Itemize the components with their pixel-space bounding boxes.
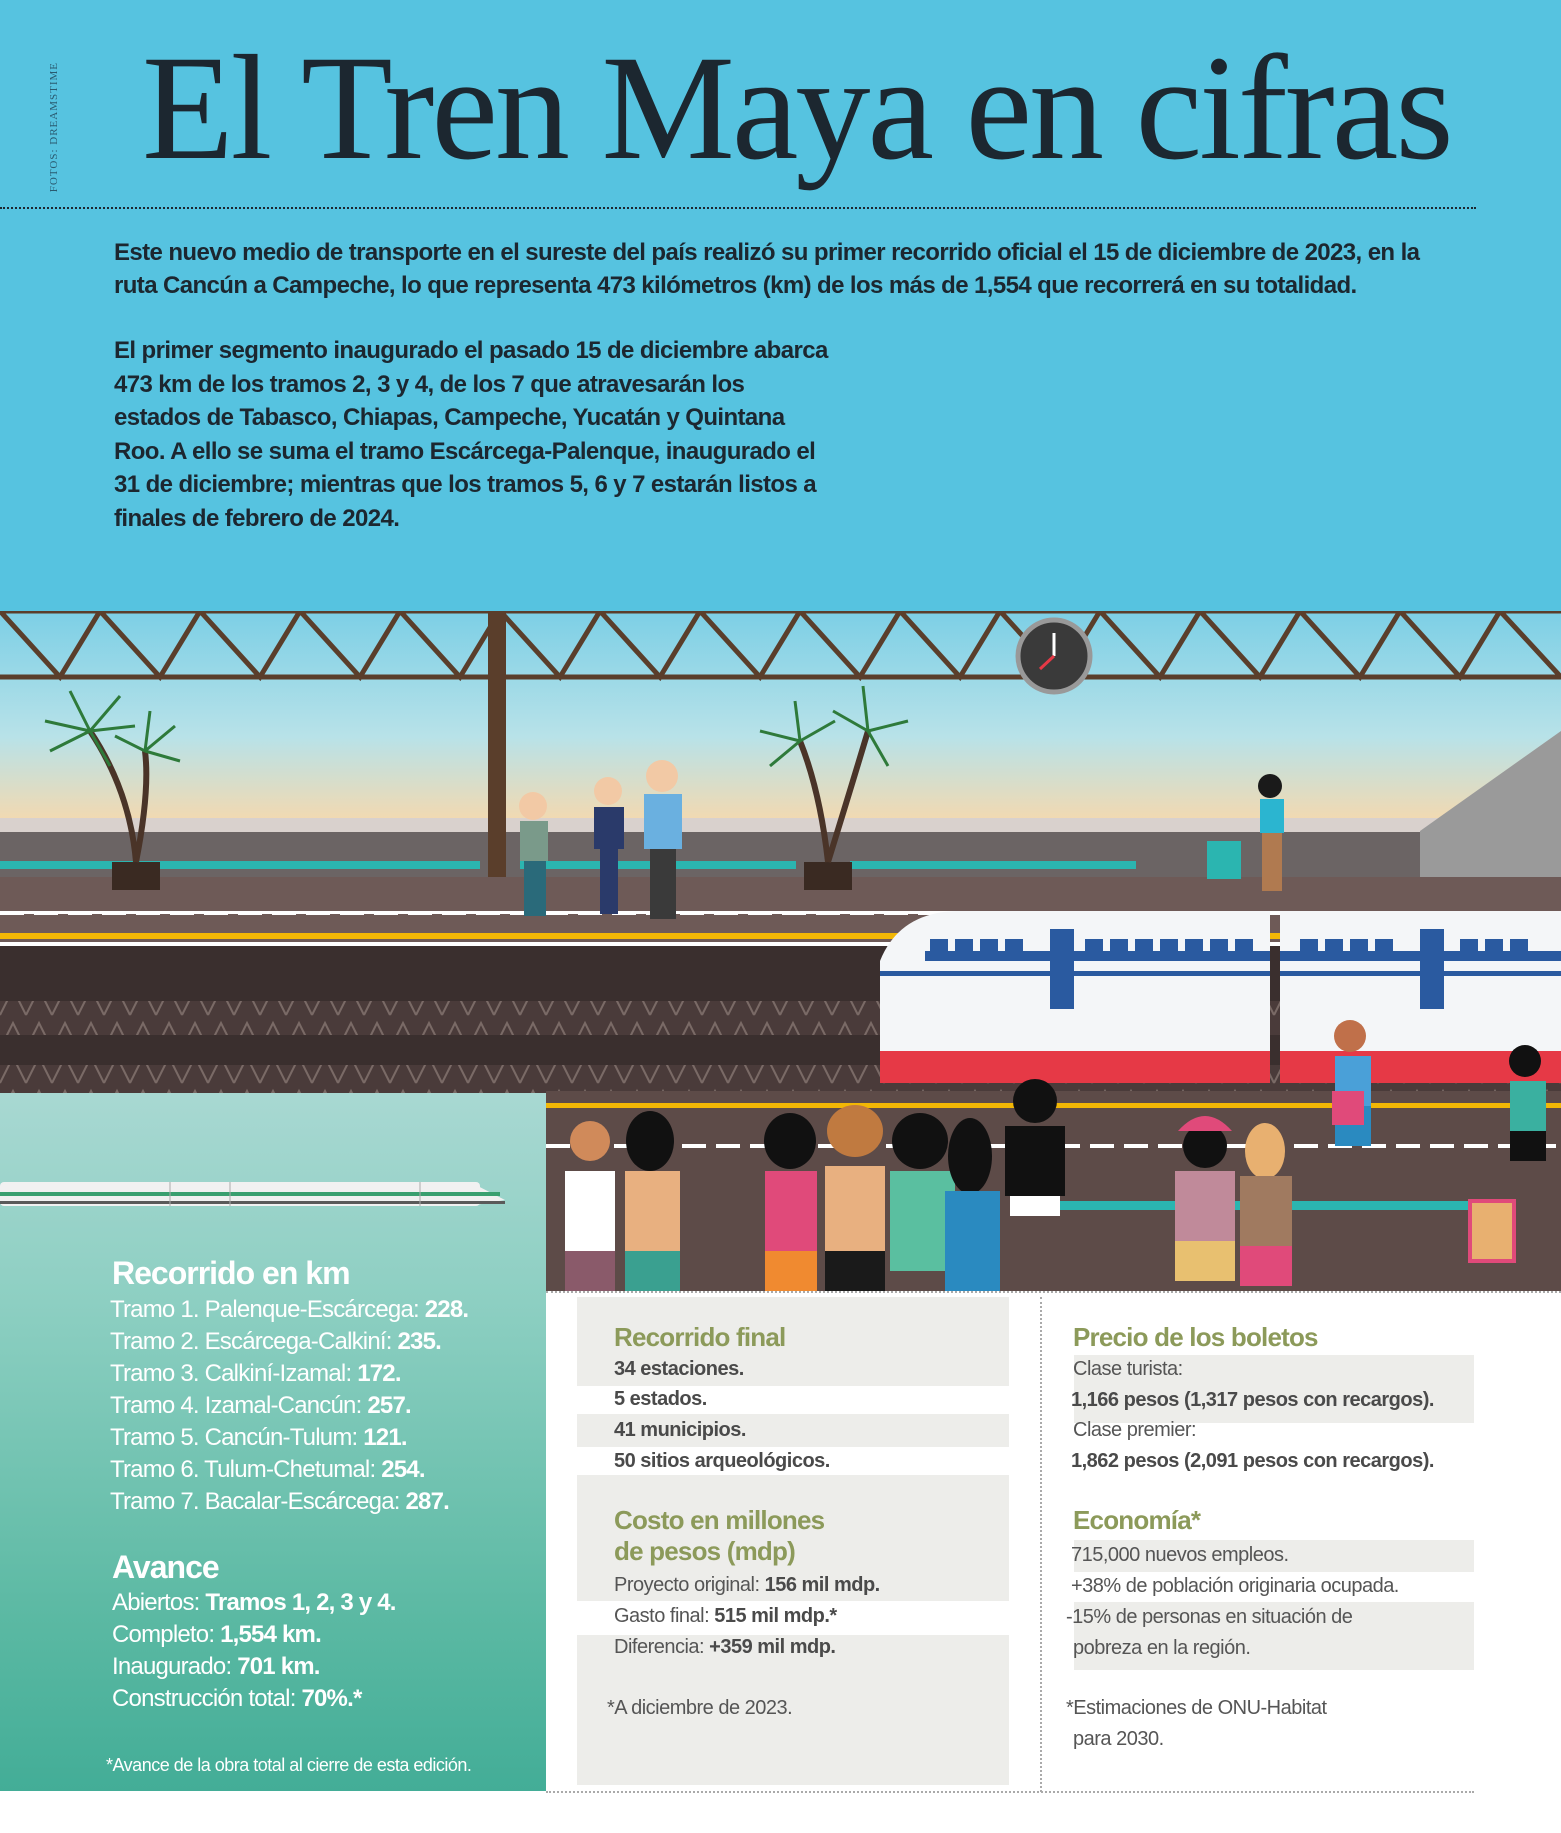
list-item: Tramo 3. Calkiní-Izamal: 172. — [110, 1360, 401, 1387]
precio-heading: Precio de los boletos — [1073, 1322, 1318, 1352]
avance-footnote: *Avance de la obra total al cierre de esta edición. — [106, 1755, 472, 1775]
section-divider-top — [546, 1291, 1561, 1293]
intro-paragraph: El primer segmento inaugurado el pasado 15 de diciembre abarca 473 km de los tramos 2, 3 y 4, de los 7 que atravesarán los estados de Tabasco, Chiapas, Campeche, Yucatán y Quintana Roo. A ello se suma el tramo Escárcega-Palenque, inaugurado el 31 de diciembre; mientras que los tramos 5, 6 y 7 estarán listos a finales de febrero de 2024. — [114, 337, 828, 532]
list-item: 50 sitios arqueológicos. — [614, 1450, 830, 1472]
list-item: Tramo 6. Tulum-Chetumal: 254. — [110, 1456, 425, 1483]
list-item: -15% de personas en situación de — [1066, 1606, 1353, 1628]
list-item: Completo: 1,554 km. — [112, 1621, 321, 1648]
train-graphic — [0, 1170, 520, 1220]
list-item: Tramo 1. Palenque-Escárcega: 228. — [110, 1296, 469, 1323]
list-item: Tramo 2. Escárcega-Calkiní: 235. — [110, 1328, 441, 1355]
avance-list — [112, 1587, 396, 1715]
recorrido-final-heading: Recorrido final — [614, 1322, 786, 1352]
list-item: Proyecto original: 156 mil mdp. — [614, 1574, 880, 1596]
economia-footnote: *Estimaciones de ONU-Habitat — [1066, 1697, 1327, 1719]
section-divider-bottom — [546, 1791, 1474, 1793]
list-item: Diferencia: +359 mil mdp. — [614, 1636, 836, 1658]
clock-icon — [1018, 620, 1090, 692]
economia-footnote-2: para 2030. — [1073, 1728, 1164, 1750]
economia-heading: Economía* — [1073, 1505, 1201, 1535]
roof-pillar — [488, 611, 506, 881]
list-item: Tramo 7. Bacalar-Escárcega: 287. — [110, 1488, 450, 1515]
recorrido-km-list — [110, 1294, 468, 1518]
costo-footnote: *A diciembre de 2023. — [607, 1697, 793, 1719]
column-divider — [1040, 1297, 1042, 1792]
lead-text: Este nuevo medio de transporte en el sureste del país realizó su primer recorrido oficial el 15 de diciembre de 2023, en la ruta Cancún a Campeche, lo que representa 473 kilómetros (km) de los más de 1,554 que recorrerá en su totalidad. — [114, 239, 1420, 299]
suitcase — [1470, 1201, 1514, 1261]
clase-premier-price: 1,862 pesos (2,091 pesos con recargos). — [1071, 1450, 1434, 1472]
costo-heading: Costo en millones de pesos (mdp) — [614, 1505, 825, 1566]
list-item: Construcción total: 70%.* — [112, 1685, 362, 1712]
list-item: 41 municipios. — [614, 1419, 746, 1441]
list-item: +38% de población originaria ocupada. — [1071, 1575, 1399, 1597]
photo-credit: FOTOS: DREAMSTIME — [48, 62, 60, 193]
list-item: 5 estados. — [614, 1388, 707, 1410]
back-wall — [0, 832, 1561, 877]
list-item: Abiertos: Tramos 1, 2, 3 y 4. — [112, 1589, 396, 1616]
clase-turista-price: 1,166 pesos (1,317 pesos con recargos). — [1071, 1389, 1434, 1411]
avance-heading: Avance — [112, 1549, 219, 1585]
clase-premier-label: Clase premier: — [1073, 1419, 1197, 1441]
train — [880, 911, 1561, 1083]
list-item: Inaugurado: 701 km. — [112, 1653, 320, 1680]
recorrido-km-heading: Recorrido en km — [112, 1255, 350, 1291]
wall-top — [0, 818, 1561, 832]
list-item: 715,000 nuevos empleos. — [1071, 1544, 1289, 1566]
benches — [0, 861, 1136, 869]
page-title: El Tren Maya en cifras — [142, 25, 1451, 191]
list-item: pobreza en la región. — [1073, 1637, 1251, 1659]
clase-turista-label: Clase turista: — [1073, 1358, 1183, 1380]
list-item: Tramo 4. Izamal-Cancún: 257. — [110, 1392, 411, 1419]
list-item: Tramo 5. Cancún-Tulum: 121. — [110, 1424, 407, 1451]
list-item: 34 estaciones. — [614, 1358, 744, 1380]
lead-paragraph — [114, 236, 1454, 302]
list-item: Gasto final: 515 mil mdp.* — [614, 1605, 837, 1627]
trash-bin — [1207, 841, 1241, 879]
title-divider — [0, 207, 1476, 209]
